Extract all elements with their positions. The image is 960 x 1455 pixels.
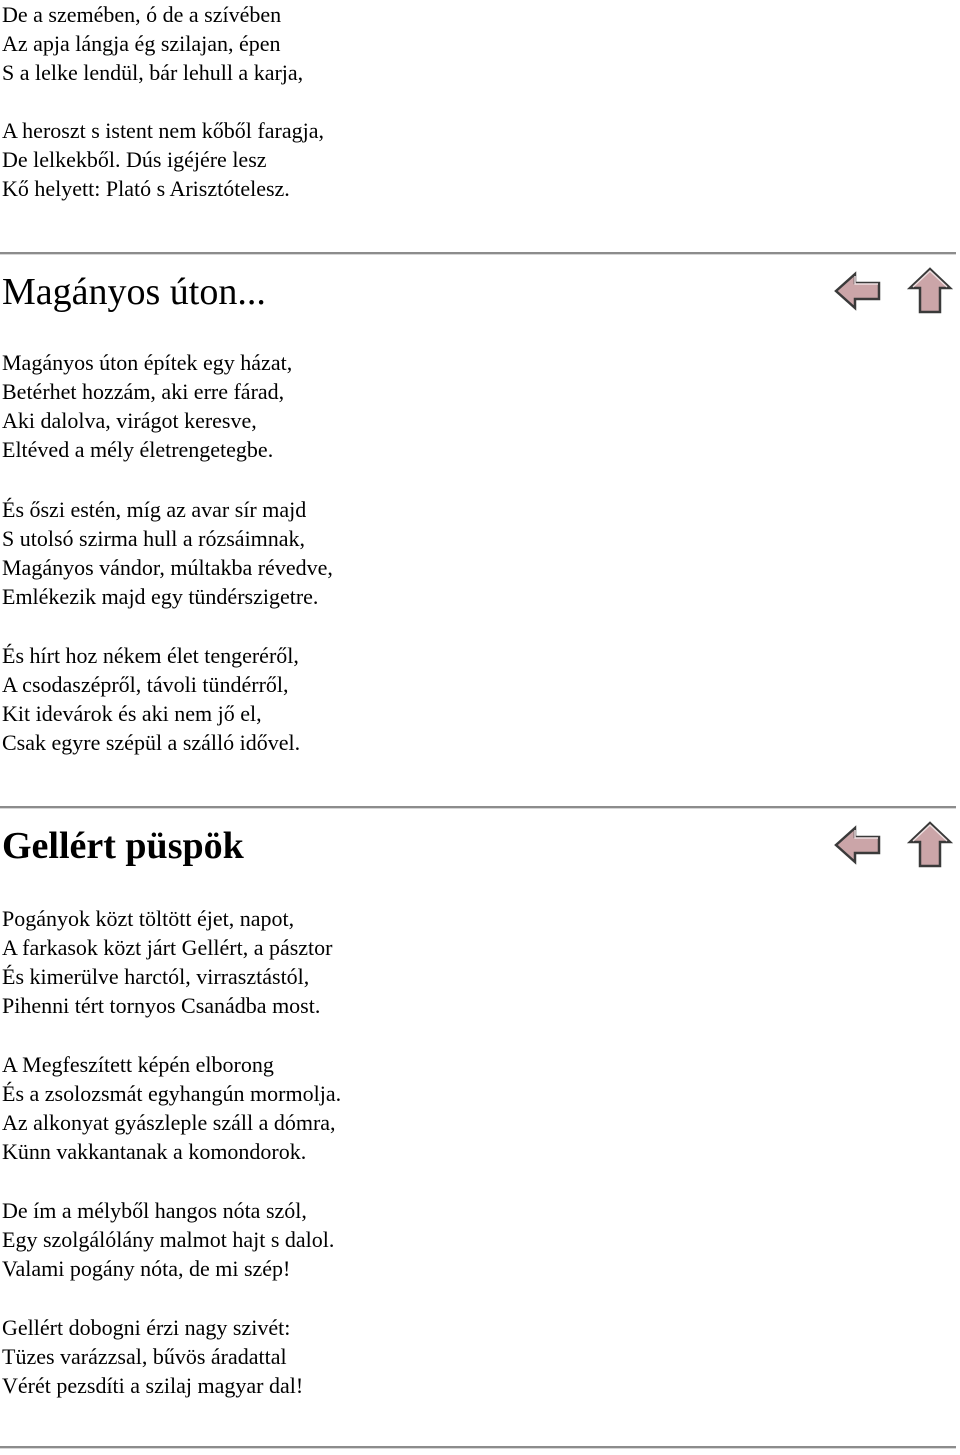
- left-arrow-icon: [833, 266, 883, 316]
- back-button[interactable]: [833, 266, 883, 316]
- poem-title: Gellért püspök: [2, 825, 244, 867]
- poem-line: Kit idevárok és aki nem jő el,: [2, 701, 262, 726]
- poem-stanza: [2, 904, 332, 1020]
- poem-line: Gellért dobogni érzi nagy szivét:: [2, 1315, 291, 1340]
- poem-line: És őszi estén, míg az avar sír majd: [2, 497, 307, 522]
- horizontal-rule: [0, 806, 956, 809]
- poem-title: Magányos úton...: [2, 271, 266, 313]
- left-arrow-icon: [833, 820, 883, 870]
- poem-stanza: [2, 1050, 341, 1166]
- poem-line: A heroszt s istent nem kőből faragja,: [2, 118, 324, 143]
- poem-line: Eltéved a mély életrengetegbe.: [2, 437, 274, 462]
- horizontal-rule: [0, 252, 956, 255]
- poem-line: S utolsó szirma hull a rózsáimnak,: [2, 526, 306, 551]
- poem-stanza: [2, 641, 300, 757]
- poem-line: Emlékezik majd egy tündérszigetre.: [2, 584, 319, 609]
- horizontal-rule: [0, 1446, 956, 1449]
- poem-line: Egy szolgálólány malmot hajt s dalol.: [2, 1227, 335, 1252]
- poem-line: Pogányok közt töltött éjet, napot,: [2, 906, 295, 931]
- poem-line: De lelkekből. Dús igéjére lesz: [2, 147, 267, 172]
- up-arrow-icon: [905, 820, 955, 870]
- poem-line: A Megfeszített képén elborong: [2, 1052, 274, 1077]
- poem-line: Valami pogány nóta, de mi szép!: [2, 1256, 291, 1281]
- poem-line: Magányos vándor, múltakba révedve,: [2, 555, 333, 580]
- poem-stanza: [2, 1196, 334, 1283]
- poem-line: Magányos úton építek egy házat,: [2, 350, 293, 375]
- poem-line: S a lelke lendül, bár lehull a karja,: [2, 60, 304, 85]
- fragment-stanza-1: [2, 0, 303, 87]
- poem-stanza: [2, 1313, 303, 1400]
- poem-line: De a szemében, ó de a szívében: [2, 2, 282, 27]
- fragment-stanza-2: [2, 116, 324, 203]
- poem-line: De ím a mélyből hangos nóta szól,: [2, 1198, 307, 1223]
- poem-line: A csodaszépről, távoli tündérről,: [2, 672, 289, 697]
- poem-line: Pihenni tért tornyos Csanádba most.: [2, 993, 321, 1018]
- poem-line: Aki dalolva, virágot keresve,: [2, 408, 257, 433]
- up-arrow-icon: [905, 266, 955, 316]
- poem-line: Betérhet hozzám, aki erre fárad,: [2, 379, 285, 404]
- poem-line: És hírt hoz nékem élet tengeréről,: [2, 643, 299, 668]
- poem-stanza: [2, 495, 333, 611]
- poem-line: És a zsolozsmát egyhangún mormolja.: [2, 1081, 342, 1106]
- poem-line: Csak egyre szépül a szálló idővel.: [2, 730, 301, 755]
- poem-line: Kő helyett: Plató s Arisztótelesz.: [2, 176, 290, 201]
- poem-stanza: [2, 348, 292, 464]
- poem-line: A farkasok közt járt Gellért, a pásztor: [2, 935, 333, 960]
- up-button[interactable]: [905, 266, 955, 316]
- poem-line: És kimerülve harctól, virrasztástól,: [2, 964, 310, 989]
- poem-line: Tüzes varázzsal, bűvös áradattal: [2, 1344, 287, 1369]
- up-button[interactable]: [905, 820, 955, 870]
- poem-line: Az alkonyat gyászleple száll a dómra,: [2, 1110, 336, 1135]
- back-button[interactable]: [833, 820, 883, 870]
- poem-line: Vérét pezsdíti a szilaj magyar dal!: [2, 1373, 304, 1398]
- poem-line: Az apja lángja ég szilajan, épen: [2, 31, 281, 56]
- poem-line: Künn vakkantanak a komondorok.: [2, 1139, 307, 1164]
